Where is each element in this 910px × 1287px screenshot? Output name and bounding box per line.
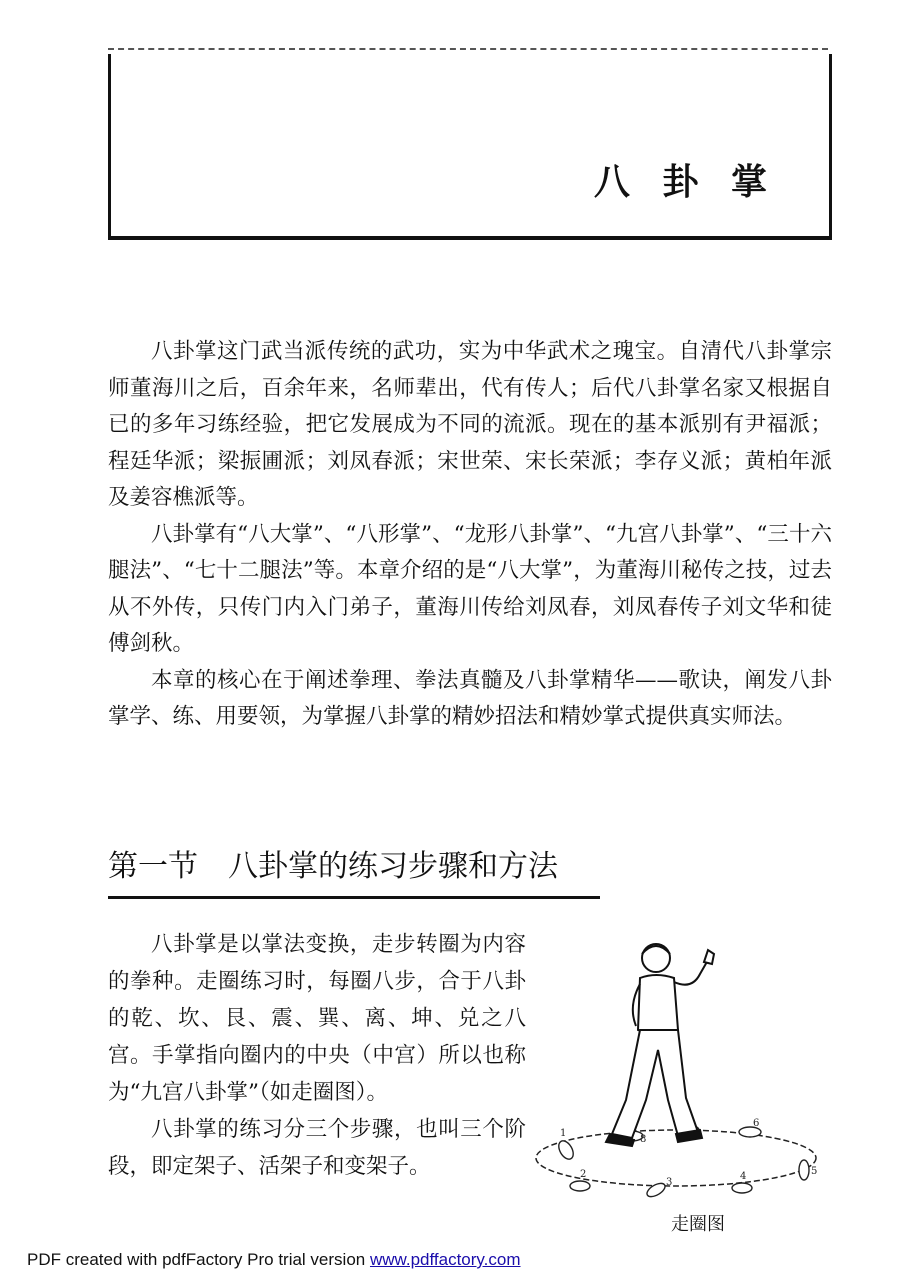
step-label: 4 — [740, 1171, 747, 1182]
practitioner-right-hand — [704, 950, 714, 964]
walking-circle-figure — [528, 930, 828, 1235]
chapter-title: 八 卦 掌 — [593, 162, 777, 203]
step-label: 5 — [811, 1166, 818, 1177]
footprint — [799, 1160, 809, 1180]
section-body — [108, 926, 526, 1185]
page-top-border — [108, 48, 828, 50]
section-paragraph: 八卦掌的练习分三个步骤，也叫三个阶段，即定架子、活架子和变架子。 — [108, 1117, 526, 1179]
footer-link[interactable]: www.pdffactory.com — [369, 1250, 521, 1269]
footprint — [570, 1181, 590, 1191]
intro-paragraph: 八卦掌有“八大掌”、“八形掌”、“龙形八卦掌”、“九宫八卦掌”、“三十六腿法”、“七十二腿法”等。本章介绍的是“八大掌”，为董海川秘传之技，过去从不外传，只传门内入门弟子，董海川传给刘凤春，刘凤春传子刘文华和徒傅剑秋。 — [108, 521, 832, 656]
section-heading: 第一节 八卦掌的练习步骤和方法 — [108, 844, 600, 899]
figure-caption: 走圈图 — [671, 1214, 725, 1235]
step-label: 8 — [640, 1134, 647, 1145]
step-label: 1 — [560, 1128, 567, 1139]
intro-paragraph: 八卦掌这门武当派传统的武功，实为中华武术之瑰宝。自清代八卦掌宗师董海川之后，百余年来，名师辈出，代有传人；后代八卦掌名家又根据自已的多年习练经验，把它发展成为不同的流派。现在的基本派别有尹福派；程廷华派；梁振圃派；刘凤春派；宋世荣、宋长荣派；李存义派；黄柏年派及姜容樵派等。 — [108, 339, 832, 510]
walking-circle-path — [536, 1130, 816, 1186]
step-label: 3 — [666, 1177, 673, 1188]
step-label: 6 — [753, 1118, 760, 1129]
footer-text: PDF created with pdfFactory Pro trial version — [27, 1250, 370, 1269]
step-label: 2 — [580, 1169, 587, 1180]
intro-paragraph: 本章的核心在于阐述拳理、拳法真髓及八卦掌精华——歌诀，阐发八卦掌学、练、用要领，为掌握八卦掌的精妙招法和精妙掌式提供真实师法。 — [108, 667, 832, 729]
practitioner-head — [642, 944, 670, 972]
practitioner-torso — [638, 975, 678, 1034]
practitioner-trousers — [612, 1030, 698, 1138]
walking-circle-illustration — [528, 930, 828, 1210]
chapter-title-box — [108, 54, 832, 240]
intro-text — [108, 334, 832, 736]
footprint — [645, 1181, 667, 1200]
footprint — [732, 1183, 752, 1193]
practitioner-right-arm — [674, 960, 708, 985]
section-paragraph: 八卦掌是以掌法变换，走步转圈为内容的拳种。走圈练习时，每圈八步，合于八卦的乾、坎、艮、震、巽、离、坤、兑之八宫。手掌指向圈内的中央（中宫）所以也称为“九宫八卦掌”（如走圈图）。 — [108, 932, 526, 1105]
pdf-footer — [27, 1250, 521, 1270]
practitioner-figure — [606, 944, 714, 1146]
footprint — [556, 1138, 576, 1161]
